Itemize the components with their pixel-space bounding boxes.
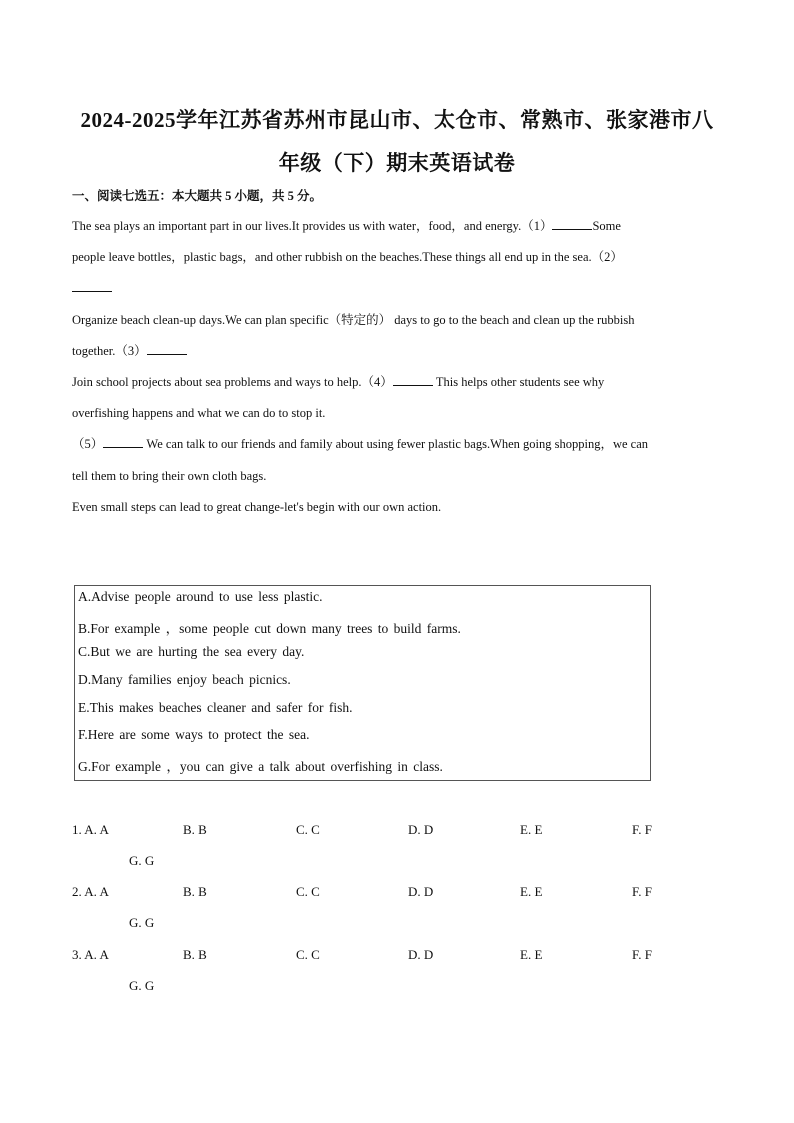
option-d: D.Many families enjoy beach picnics.: [78, 672, 291, 687]
option-g: G.For example ，you can give a talk about overfishing in class.: [78, 759, 443, 774]
passage-line: [72, 343, 722, 359]
option-b: B.For example ，some people cut down many trees to build farms.: [78, 621, 461, 636]
choice-b[interactable]: B. B: [183, 822, 207, 837]
passage-line: [72, 436, 722, 452]
options-box: [74, 585, 651, 781]
choice-f[interactable]: F. F: [632, 947, 652, 962]
passage-text: （5）: [72, 437, 104, 451]
choice-c[interactable]: C. C: [296, 884, 320, 899]
option-a: A.Advise people around to use less plastic.: [78, 589, 323, 604]
passage-line: [72, 218, 722, 234]
choice-a[interactable]: 2. A. A: [72, 884, 109, 899]
answer-blank-1: [552, 218, 592, 230]
choice-e[interactable]: E. E: [520, 947, 543, 962]
passage-line: [72, 468, 722, 484]
section-heading: 一、阅读七选五：本大题共 5 小题，共 5 分。: [72, 189, 323, 203]
answer-blank-5: [103, 436, 143, 448]
exam-title-line-1: 2024-2025学年江苏省苏州市昆山市、太仓市、常熟市、张家港市八: [80, 108, 714, 132]
answer-blank-3: [147, 343, 187, 355]
passage-text: We can talk to our friends and family about using fewer plastic bags.When going shopping，we can: [146, 437, 649, 451]
passage-text: Some: [592, 219, 621, 233]
choice-g[interactable]: G. G: [129, 915, 155, 930]
choice-d[interactable]: D. D: [408, 947, 434, 962]
passage-text: together.（3）: [72, 344, 147, 358]
passage-line: [72, 405, 722, 421]
choice-g[interactable]: G. G: [129, 853, 155, 868]
choice-e[interactable]: E. E: [520, 884, 543, 899]
choice-a[interactable]: 3. A. A: [72, 947, 109, 962]
answer-blank-2: [72, 280, 112, 292]
choice-f[interactable]: F. F: [632, 822, 652, 837]
choice-d[interactable]: D. D: [408, 822, 434, 837]
passage-line: [72, 249, 722, 265]
passage-text: This helps other students see why: [435, 375, 605, 389]
choice-b[interactable]: B. B: [183, 947, 207, 962]
exam-title-line-2: 年级（下）期末英语试卷: [278, 151, 516, 175]
passage-text: tell them to bring their own cloth bags.: [72, 469, 267, 483]
choice-e[interactable]: E. E: [520, 822, 543, 837]
choice-f[interactable]: F. F: [632, 884, 652, 899]
passage-line: [72, 280, 722, 296]
option-f: F.Here are some ways to protect the sea.: [78, 727, 310, 742]
passage-line: [72, 374, 722, 390]
answer-blank-4: [393, 374, 433, 386]
passage-text: overfishing happens and what we can do to stop it.: [72, 406, 326, 420]
passage-text: The sea plays an important part in our lives.It provides us with water，food，and energy.（1）: [72, 219, 553, 233]
choice-a[interactable]: 1. A. A: [72, 822, 109, 837]
option-c: C.But we are hurting the sea every day.: [78, 644, 305, 659]
passage-text: Even small steps can lead to great change-let's begin with our own action.: [72, 500, 442, 514]
passage-text: Organize beach clean-up days.We can plan specific（特定的） days to go to the beach and clean up the rubbish: [72, 313, 635, 327]
passage-line: [72, 312, 722, 328]
choice-g[interactable]: G. G: [129, 978, 155, 993]
choice-b[interactable]: B. B: [183, 884, 207, 899]
passage-text: people leave bottles，plastic bags，and other rubbish on the beaches.These things all end up in the sea.（2）: [72, 250, 623, 264]
passage-text: Join school projects about sea problems and ways to help.（4）: [72, 375, 393, 389]
choice-c[interactable]: C. C: [296, 822, 320, 837]
option-e: E.This makes beaches cleaner and safer for fish.: [78, 700, 353, 715]
choice-d[interactable]: D. D: [408, 884, 434, 899]
choice-c[interactable]: C. C: [296, 947, 320, 962]
passage-line: [72, 499, 722, 515]
